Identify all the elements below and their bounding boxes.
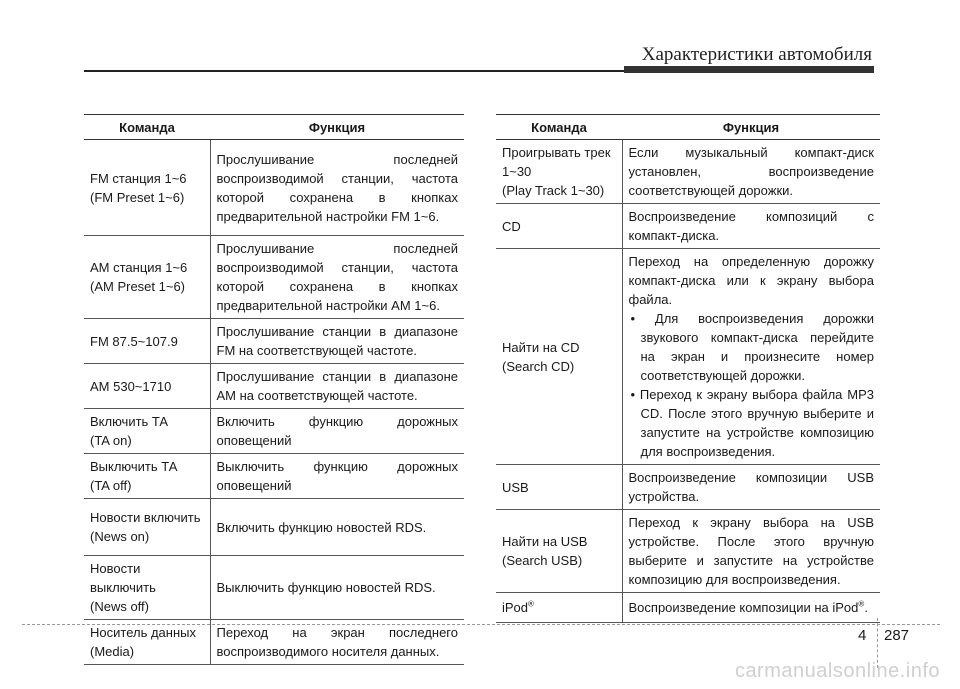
function-cell: Включить функцию дорожных оповещений xyxy=(210,409,464,454)
command-text: Найти на USB (Search USB) xyxy=(502,534,588,568)
function-cell: Прослушивание станции в диапазоне FM на соответствующей частоте. xyxy=(210,319,464,364)
command-text: Носитель данных (Media) xyxy=(90,625,196,659)
command-cell xyxy=(84,364,210,409)
command-cell xyxy=(496,510,622,593)
table-row xyxy=(84,140,464,236)
command-text: CD xyxy=(502,218,521,234)
table-row xyxy=(84,556,464,620)
watermark-text: carmanualsonline.info xyxy=(734,660,940,682)
table-row xyxy=(84,454,464,499)
command-cell xyxy=(496,204,622,249)
voice-command-table-left xyxy=(84,114,464,665)
function-cell: Выключить функцию дорожных оповещений xyxy=(210,454,464,499)
table-row xyxy=(496,249,880,465)
command-cell xyxy=(84,620,210,665)
command-cell xyxy=(496,593,622,623)
page-number: 287 xyxy=(884,627,910,644)
command-cell xyxy=(496,465,622,510)
command-text: Новости выключить (News off) xyxy=(90,561,156,614)
command-text: Включить ТА (TA on) xyxy=(90,414,169,448)
registered-mark: ® xyxy=(858,599,865,609)
function-cell: Выключить функцию новостей RDS. xyxy=(210,556,464,620)
command-cell xyxy=(84,556,210,620)
function-bullet: • Переход к экрану выбора файла MP3 CD. После этого вручную выберите и запустите на устройстве композицию для воспроизведения. xyxy=(629,385,875,461)
table-row xyxy=(84,236,464,319)
table-row xyxy=(496,204,880,249)
command-text: Проигрывать трек 1~30 (Play Track 1~30) xyxy=(502,145,611,198)
command-cell xyxy=(84,499,210,556)
header-accent-bar xyxy=(624,66,874,73)
chapter-number: 4 xyxy=(858,627,867,644)
command-text: Выключить ТА (TA off) xyxy=(90,459,178,493)
command-cell xyxy=(496,249,622,465)
function-cell: Переход к экрану выбора на USB устройстве. После этого вручную выберите и запустите на устройстве композицию для воспроизведения. xyxy=(622,510,880,593)
table-row xyxy=(496,510,880,593)
function-text: Воспроизведение композиции на iPod xyxy=(628,600,859,615)
command-cell xyxy=(84,409,210,454)
command-cell xyxy=(84,319,210,364)
command-text: Найти на CD (Search CD) xyxy=(502,339,580,374)
table-row xyxy=(496,465,880,510)
function-cell: Переход на экран последнего воспроизводимого носителя данных. xyxy=(210,620,464,665)
function-cell: Воспроизведение композиции USB устройства. xyxy=(622,465,880,510)
table-header-row xyxy=(496,115,880,140)
command-text: AM станция 1~6 (AM Preset 1~6) xyxy=(90,260,188,294)
command-text: FM станция 1~6 (FM Preset 1~6) xyxy=(90,170,187,205)
command-text: AM 530~1710 xyxy=(90,378,172,394)
command-cell xyxy=(84,140,210,236)
function-cell: Прослушивание последней воспроизводимой станции, частота которой сохранена в кнопках предварительной настройки AM 1~6. xyxy=(210,236,464,319)
column-header-command: Команда xyxy=(84,115,210,140)
table-header-row xyxy=(84,115,464,140)
function-cell: Прослушивание станции в диапазоне AM на соответствующей частоте. xyxy=(210,364,464,409)
table-row xyxy=(84,499,464,556)
column-header-command: Команда xyxy=(496,115,622,140)
voice-command-table-right xyxy=(496,114,880,623)
function-cell: Включить функцию новостей RDS. xyxy=(210,499,464,556)
page-header-title: Характеристики автомобиля xyxy=(641,44,872,65)
function-cell xyxy=(622,593,880,623)
function-cell xyxy=(622,249,880,465)
command-text: USB xyxy=(502,479,529,495)
table-row xyxy=(84,409,464,454)
command-cell xyxy=(496,140,622,204)
command-text: FM 87.5~107.9 xyxy=(90,333,178,349)
column-header-function: Функция xyxy=(210,115,464,140)
registered-mark: ® xyxy=(528,599,534,609)
function-text-tail: . xyxy=(864,600,868,615)
table-row xyxy=(84,319,464,364)
function-text: Переход на определенную дорожку компакт-диска или к экрану выбора файла. xyxy=(628,254,874,307)
footer-dashed-rule xyxy=(22,624,940,625)
command-text: Новости включить (News on) xyxy=(90,510,201,544)
function-cell: Воспроизведение композиций с компакт-диска. xyxy=(622,204,880,249)
table-row xyxy=(496,140,880,204)
command-cell xyxy=(84,454,210,499)
table-row xyxy=(84,620,464,665)
function-cell: Если музыкальный компакт-диск установлен, воспроизведение соответствующей дорожки. xyxy=(622,140,880,204)
table-row xyxy=(496,593,880,623)
table-row xyxy=(84,364,464,409)
function-cell: Прослушивание последней воспроизводимой станции, частота которой сохранена в кнопках предварительной настройки FM 1~6. xyxy=(210,140,464,236)
function-bullet: • Для воспроизведения дорожки звукового компакт-диска перейдите на экран и произнесите номер соответствующей дорожки. xyxy=(629,309,875,385)
function-bullet-list xyxy=(629,309,875,461)
command-cell xyxy=(84,236,210,319)
command-text: iPod xyxy=(502,600,529,615)
column-header-function: Функция xyxy=(622,115,880,140)
